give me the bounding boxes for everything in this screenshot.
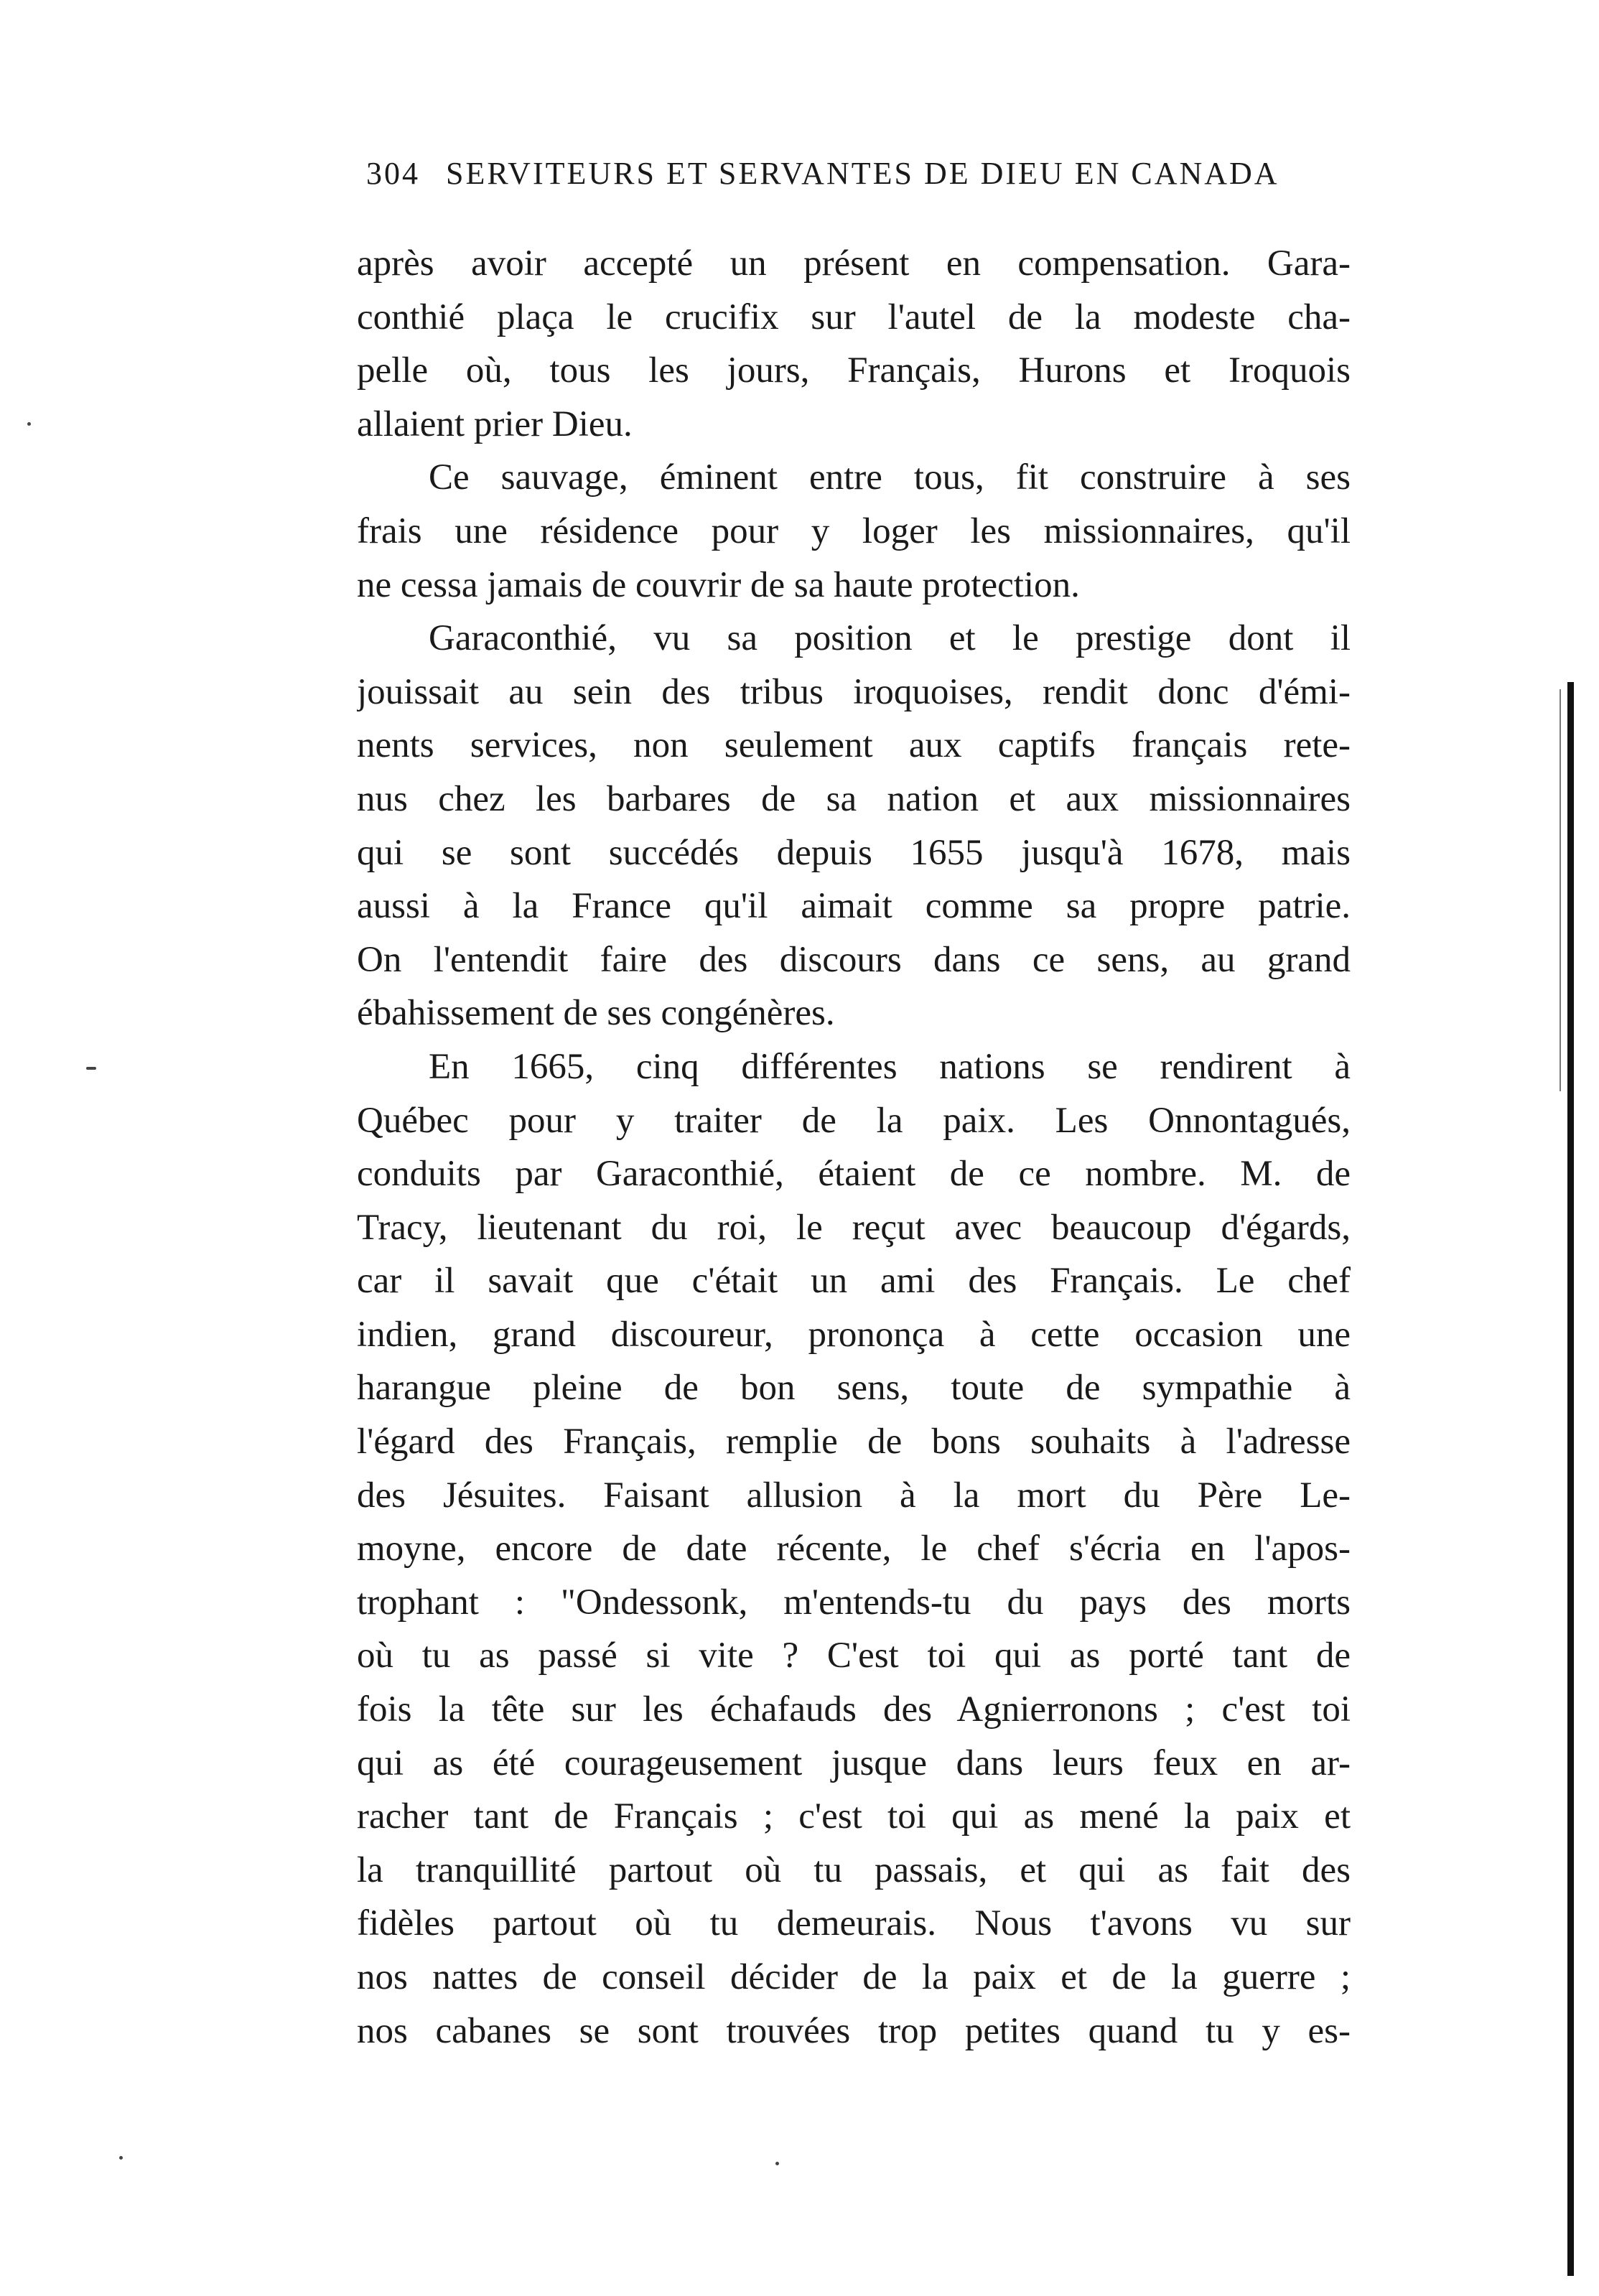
page-body <box>357 237 1351 2058</box>
text-line: qui as été courageusement jusque dans leurs feux en ar- <box>357 1742 1351 1783</box>
text-line: moyne, encore de date récente, le chef s'écria en l'apos- <box>357 1529 1351 1569</box>
text-line: jouissait au sein des tribus iroquoises, rendit donc d'émi- <box>357 671 1351 712</box>
page-number: 304 <box>366 156 420 191</box>
text-line: allaient prier Dieu. <box>357 403 633 444</box>
text-line: conthié plaça le crucifix sur l'autel de la modeste cha- <box>357 297 1351 337</box>
scan-speck <box>119 2156 123 2160</box>
text-line: frais une résidence pour y loger les missionnaires, qu'il <box>357 510 1351 551</box>
text-line: indien, grand discoureur, prononça à cette occasion une <box>357 1314 1351 1355</box>
text-line: où tu as passé si vite ? C'est toi qui as porté tant de <box>357 1635 1351 1676</box>
scan-speck <box>86 1067 96 1070</box>
text-line: Garaconthié, vu sa position et le prestige dont il <box>429 618 1351 659</box>
text-line: En 1665, cinq différentes nations se rendirent à <box>429 1046 1351 1087</box>
text-line: l'égard des Français, remplie de bons souhaits à l'adresse <box>357 1422 1351 1462</box>
text-line: pelle où, tous les jours, Français, Hurons et Iroquois <box>357 350 1351 391</box>
text-line: fois la tête sur les échafauds des Agnierronons ; c'est toi <box>357 1689 1351 1730</box>
running-title: SERVITEURS ET SERVANTES DE DIEU EN CANADA <box>446 156 1279 191</box>
text-line: Ce sauvage, éminent entre tous, fit construire à ses <box>429 457 1351 498</box>
text-line: fidèles partout où tu demeurais. Nous t'avons vu sur <box>357 1903 1351 1944</box>
text-line: qui se sont succédés depuis 1655 jusqu'à 1678, mais <box>357 832 1351 873</box>
text-line: harangue pleine de bon sens, toute de sympathie à <box>357 1368 1351 1409</box>
text-line: après avoir accepté un présent en compensation. Gara- <box>357 243 1351 284</box>
text-line: ne cessa jamais de couvrir de sa haute protection. <box>357 564 1080 605</box>
running-header <box>366 152 1343 195</box>
text-line: Québec pour y traiter de la paix. Les Onnontagués, <box>357 1100 1351 1141</box>
text-line: racher tant de Français ; c'est toi qui as mené la paix et <box>357 1796 1351 1837</box>
text-line: On l'entendit faire des discours dans ce sens, au grand <box>357 939 1351 980</box>
text-line: conduits par Garaconthié, étaient de ce nombre. M. de <box>357 1154 1351 1195</box>
scan-speck <box>27 422 31 426</box>
text-line: aussi à la France qu'il aimait comme sa propre patrie. <box>357 886 1351 927</box>
text-line: nus chez les barbares de sa nation et aux missionnaires <box>357 778 1351 819</box>
text-line: nos nattes de conseil décider de la paix et de la guerre ; <box>357 1957 1351 1997</box>
text-line: des Jésuites. Faisant allusion à la mort du Père Le- <box>357 1475 1351 1516</box>
text-line: car il savait que c'était un ami des Français. Le chef <box>357 1261 1351 1302</box>
text-line: ébahissement de ses congénères. <box>357 993 835 1034</box>
text-line: nents services, non seulement aux captifs français rete- <box>357 725 1351 766</box>
text-line: la tranquillité partout où tu passais, et qui as fait des <box>357 1849 1351 1890</box>
text-line: trophant : "Ondessonk, m'entends-tu du pays des morts <box>357 1582 1351 1623</box>
text-line: nos cabanes se sont trouvées trop petites quand tu y es- <box>357 2010 1351 2051</box>
scan-speck <box>775 2162 779 2165</box>
scan-edge-shadow <box>1560 689 1561 1091</box>
scan-edge-bar <box>1567 682 1574 2276</box>
text-line: Tracy, lieutenant du roi, le reçut avec beaucoup d'égards, <box>357 1207 1351 1248</box>
